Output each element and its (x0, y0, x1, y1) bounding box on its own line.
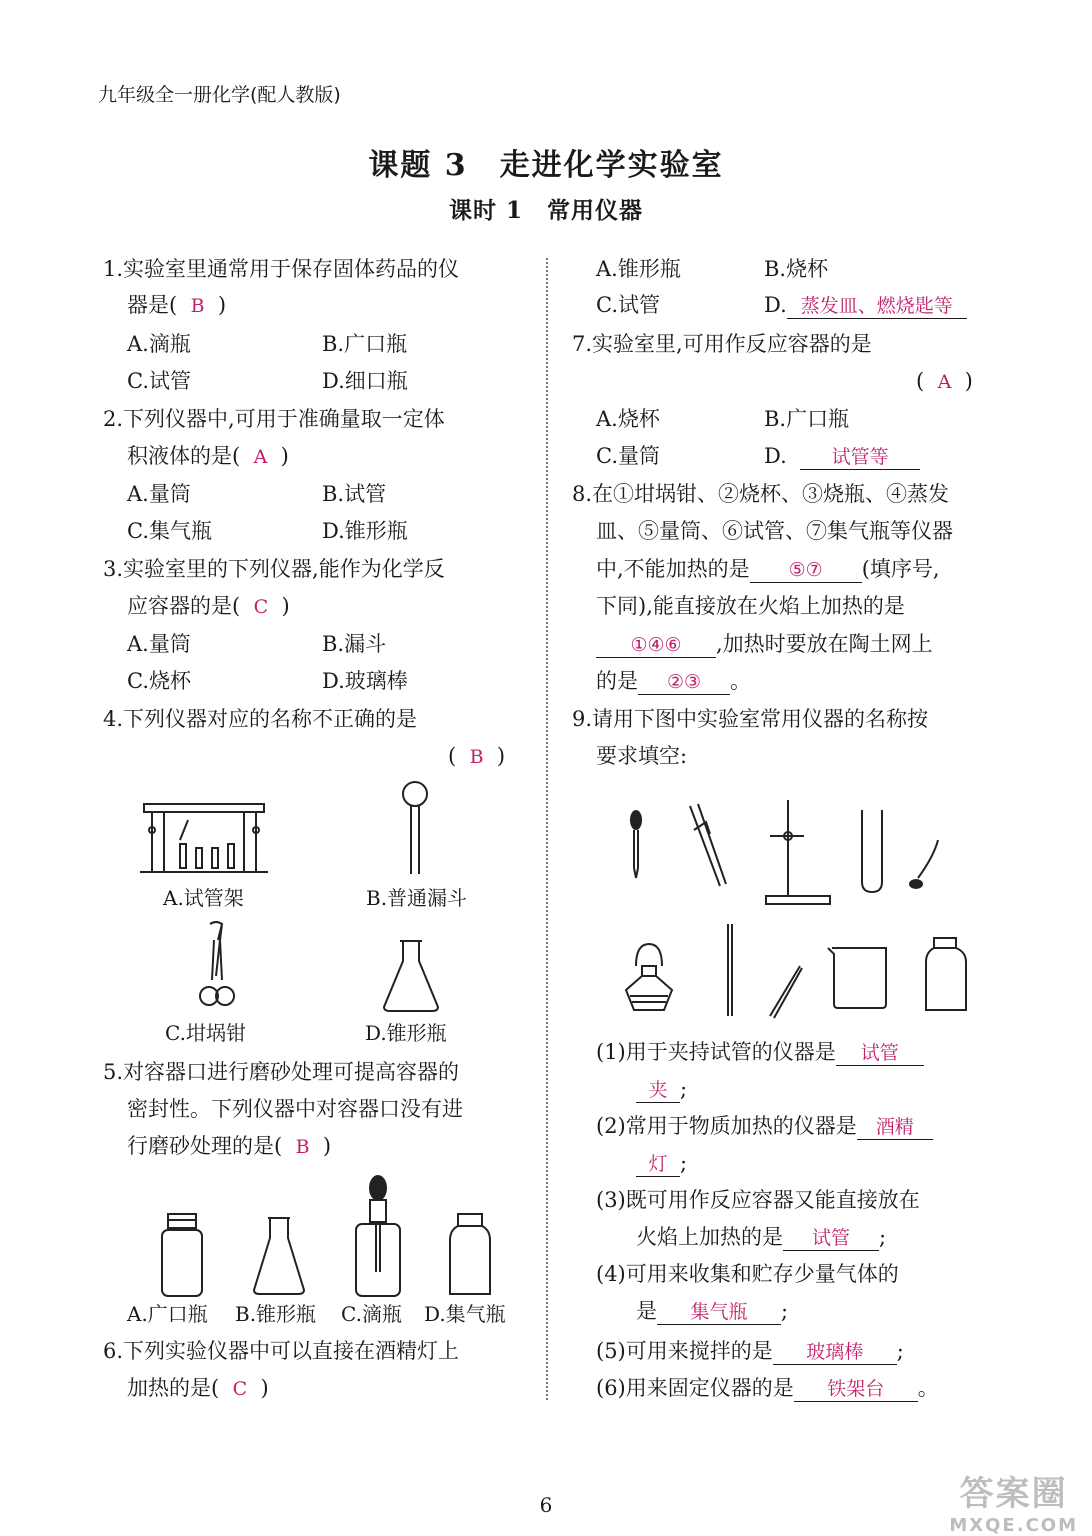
q5-option-a: A.广口瓶 (127, 1302, 208, 1326)
q7-d-answer: 试管等 (800, 445, 920, 470)
conical-flask-icon-2 (250, 1214, 308, 1298)
q6-option-b: B.烧杯 (764, 257, 829, 281)
q9-answer-6: 铁架台 (794, 1377, 918, 1402)
conical-flask-icon (378, 935, 444, 1015)
q2-answer: A (253, 446, 268, 468)
q9-answer-2b: 灯 (636, 1152, 680, 1177)
page-number: 6 (539, 1493, 553, 1517)
wide-mouth-bottle-icon (158, 1210, 206, 1300)
q7-answer: A (937, 371, 952, 393)
q2-stem-2: 积液体的是( A ) (127, 444, 289, 468)
glass-rod-icon (722, 920, 738, 1020)
q5-stem-3: 行磨砂处理的是( B ) (127, 1134, 332, 1158)
iron-stand-icon (764, 796, 834, 908)
lesson-title: 课题 3 走进化学实验室 (368, 148, 724, 183)
q9-answer-3: 试管 (783, 1226, 879, 1251)
test-tube-icon (858, 806, 886, 896)
q5-stem-2: 密封性。下列仪器中对容器口没有进 (127, 1097, 463, 1121)
q6-stem-2: 加热的是( C ) (127, 1376, 269, 1400)
q1-stem-2: 器是( B ) (127, 293, 227, 317)
q6-stem-1: 6.下列实验仪器中可以直接在酒精灯上 (103, 1339, 460, 1363)
q6-d-answer: 蒸发皿、燃烧匙等 (787, 294, 967, 319)
q9-answer-5: 玻璃棒 (773, 1340, 897, 1365)
q9-sub-3: (3)既可用作反应容器又能直接放在 (596, 1188, 920, 1212)
funnel-icon (390, 780, 440, 880)
gas-bottle-icon (922, 934, 970, 1014)
q4-option-c: C.坩埚钳 (165, 1021, 246, 1045)
q3-stem-1: 3.实验室里的下列仪器,能作为化学反 (103, 557, 445, 581)
q9-stem-1: 9.请用下图中实验室常用仪器的名称按 (572, 707, 929, 731)
watermark: 答案圈 MXQE.COM (949, 1474, 1078, 1536)
test-tube-rack-icon (140, 800, 270, 880)
q2-option-d: D.锥形瓶 (322, 519, 408, 543)
q3-option-b: B.漏斗 (322, 632, 387, 656)
q8-blank-2: ①④⑥ (596, 633, 716, 658)
q8-blank-1: ⑤⑦ (750, 558, 862, 583)
q1-option-c: C.试管 (127, 369, 191, 393)
test-tube-holder-icon (686, 800, 730, 890)
q9-sub-2: (2)常用于物质加热的仪器是 酒精 (596, 1111, 933, 1141)
alcohol-lamp-icon (616, 940, 682, 1020)
q8-line-3: 中,不能加热的是 ⑤⑦ (填序号, (596, 557, 940, 581)
q5-option-d: D.集气瓶 (424, 1302, 506, 1326)
q1-stem-1: 1.实验室里通常用于保存固体药品的仪 (103, 257, 460, 281)
crucible-tongs-icon (196, 920, 236, 1010)
q3-option-d: D.玻璃棒 (322, 669, 408, 693)
q2-option-c: C.集气瓶 (127, 519, 212, 543)
q1-option-d: D.细口瓶 (322, 369, 408, 393)
q7-stem-1: 7.实验室里,可用作反应容器的是 (572, 332, 872, 356)
q7-option-a: A.烧杯 (596, 407, 660, 431)
q5-option-c: C.滴瓶 (341, 1302, 402, 1326)
q2-option-a: A.量筒 (127, 482, 191, 506)
q9-sub-5: (5)可用来搅拌的是 玻璃棒 ; (596, 1339, 904, 1363)
beaker-icon (826, 944, 892, 1012)
q3-answer: C (253, 596, 269, 618)
q2-option-b: B.试管 (322, 482, 387, 506)
q7-option-c: C.量筒 (596, 444, 660, 468)
q9-sub-4: (4)可用来收集和贮存少量气体的 (596, 1262, 899, 1286)
q9-answer-4: 集气瓶 (657, 1300, 781, 1325)
q9-stem-2: 要求填空: (596, 744, 688, 768)
q6-option-a: A.锥形瓶 (596, 257, 681, 281)
q6-option-d: D. 蒸发皿、燃烧匙等 (764, 290, 967, 320)
dropper-icon (626, 808, 646, 880)
q5-option-b: B.锥形瓶 (235, 1302, 317, 1326)
q4-option-b: B.普通漏斗 (366, 886, 468, 910)
q2-stem-1: 2.下列仪器中,可用于准确量取一定体 (103, 407, 445, 431)
q9-sub-4-cont: 是 集气瓶 ; (636, 1299, 789, 1323)
q9-sub-6: (6)用来固定仪器的是 铁架台 。 (596, 1376, 939, 1400)
gas-collecting-bottle-icon (446, 1210, 494, 1300)
q9-sub-1-cont: 夹 ; (636, 1074, 687, 1104)
q7-option-b: B.广口瓶 (764, 407, 850, 431)
dropper-bottle-icon (350, 1172, 406, 1300)
book-header: 九年级全一册化学(配人教版) (98, 84, 341, 106)
q3-stem-2: 应容器的是( C ) (127, 594, 290, 618)
q4-option-d: D.锥形瓶 (365, 1021, 447, 1045)
q8-line-1: 8.在①坩埚钳、②烧杯、③烧瓶、④蒸发 (572, 482, 950, 506)
q9-sub-2-cont: 灯 ; (636, 1148, 687, 1178)
q1-option-b: B.广口瓶 (322, 332, 408, 356)
q6-option-c: C.试管 (596, 293, 660, 317)
q1-answer: B (190, 295, 205, 317)
q1-option-a: A.滴瓶 (127, 332, 191, 356)
q9-answer-1a: 试管 (836, 1041, 924, 1066)
spatula-icon (904, 836, 944, 892)
q5-answer: B (295, 1136, 310, 1158)
crucible-tongs-icon-2 (766, 962, 806, 1022)
q7-option-d: D. 试管等 (764, 441, 920, 471)
q4-answer: B (469, 746, 484, 768)
q6-answer: C (232, 1378, 248, 1400)
q8-line-5: ①④⑥ ,加热时要放在陶土网上 (596, 629, 933, 659)
q4-answer-bracket: ( B ) (448, 744, 506, 768)
q9-sub-3-cont: 火焰上加热的是 试管 ; (636, 1225, 887, 1249)
q4-stem-1: 4.下列仪器对应的名称不正确的是 (103, 707, 418, 731)
lesson-subtitle: 课时 1 常用仪器 (448, 197, 643, 224)
q5-stem-1: 5.对容器口进行磨砂处理可提高容器的 (103, 1060, 460, 1084)
q7-answer-bracket: ( A ) (916, 369, 973, 393)
q3-option-a: A.量筒 (127, 632, 191, 656)
q3-option-c: C.烧杯 (127, 669, 191, 693)
q8-blank-3: ②③ (638, 670, 730, 695)
q9-sub-1: (1)用于夹持试管的仪器是 试管 (596, 1037, 924, 1067)
q8-line-6: 的是 ②③ 。 (596, 669, 751, 693)
q9-answer-1b: 夹 (636, 1078, 680, 1103)
column-divider (546, 258, 548, 1400)
q4-option-a: A.试管架 (163, 886, 244, 910)
q8-line-2: 皿、⑤量筒、⑥试管、⑦集气瓶等仪器 (596, 519, 953, 543)
q8-line-4: 下同),能直接放在火焰上加热的是 (596, 594, 905, 618)
q9-answer-2a: 酒精 (857, 1115, 933, 1140)
